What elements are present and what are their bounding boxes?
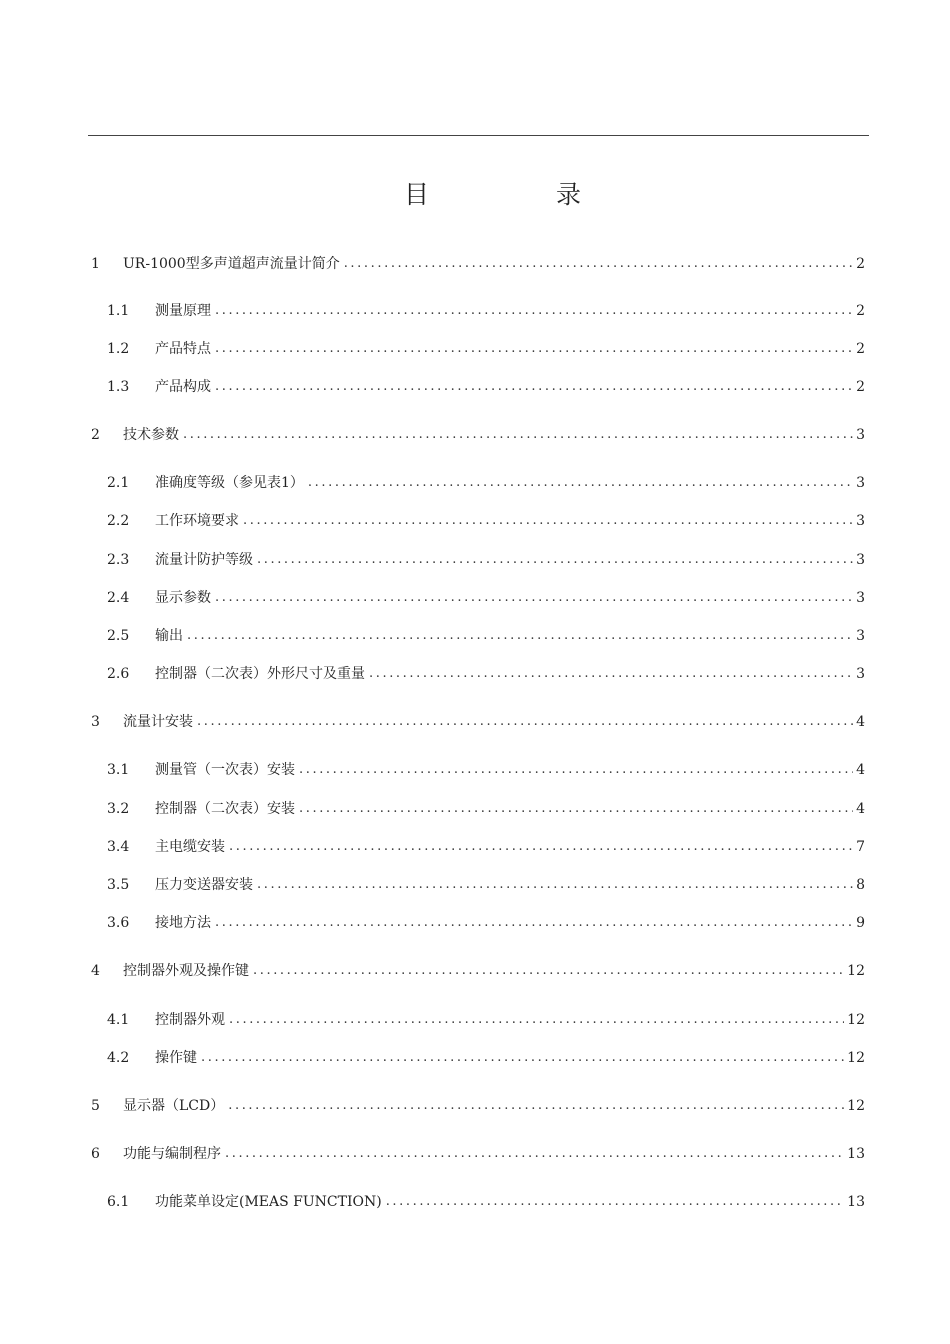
toc-entry-label: 流量计安装 — [123, 714, 193, 730]
toc-entry-label: 产品特点 — [155, 341, 211, 357]
toc-dot-leader — [215, 301, 853, 321]
toc-entry[interactable] — [107, 873, 865, 895]
toc-entry-number: 2.4 — [107, 590, 130, 606]
toc-dot-leader — [215, 913, 853, 933]
toc-entry-number: 3.1 — [107, 762, 130, 778]
toc-entry-label: 接地方法 — [155, 915, 211, 931]
toc-entry-label: 显示参数 — [155, 590, 211, 606]
toc-dot-leader — [228, 1096, 844, 1116]
toc-entry[interactable] — [107, 586, 865, 608]
toc-entry[interactable] — [107, 1008, 865, 1030]
toc-entry-number: 1.3 — [107, 379, 130, 395]
toc-dot-leader — [253, 961, 844, 981]
toc-dot-leader — [229, 837, 853, 857]
toc-entry-label: 功能菜单设定(MEAS FUNCTION) — [155, 1194, 382, 1210]
toc-entry[interactable] — [91, 1142, 865, 1164]
toc-entry-page: 13 — [847, 1146, 865, 1162]
toc-entry-label: 工作环境要求 — [155, 513, 239, 529]
toc-entry[interactable] — [107, 299, 865, 321]
toc-entry-number: 2.2 — [107, 513, 130, 529]
toc-entry-number: 2.5 — [107, 628, 130, 644]
toc-title-char-2: 录 — [556, 180, 582, 209]
toc-entry-number: 1 — [91, 256, 100, 272]
toc-entry-page: 2 — [856, 303, 865, 319]
toc-entry-number: 2.6 — [107, 666, 130, 682]
toc-entry-label: 主电缆安装 — [155, 839, 225, 855]
toc-entry-page: 3 — [856, 590, 865, 606]
toc-entry-page: 3 — [856, 552, 865, 568]
toc-dot-leader — [187, 626, 853, 646]
toc-entry-label: 测量原理 — [155, 303, 211, 319]
toc-entry-number: 1.1 — [107, 303, 130, 319]
toc-entry-number: 4.1 — [107, 1012, 130, 1028]
toc-entry-page: 4 — [856, 714, 865, 730]
toc-entry-page: 3 — [856, 628, 865, 644]
toc-dot-leader — [183, 425, 853, 445]
toc-entry-number: 2.3 — [107, 552, 130, 568]
toc-entry[interactable] — [107, 375, 865, 397]
toc-dot-leader — [299, 760, 853, 780]
toc-entry-number: 3.5 — [107, 877, 130, 893]
toc-entry-label: 压力变送器安装 — [155, 877, 253, 893]
toc-entry-number: 6 — [91, 1146, 100, 1162]
toc-entry[interactable] — [107, 662, 865, 684]
toc-entry-page: 13 — [847, 1194, 865, 1210]
toc-entry-page: 3 — [856, 475, 865, 491]
toc-entry[interactable] — [107, 1046, 865, 1068]
toc-entry-page: 2 — [856, 341, 865, 357]
toc-entry-number: 4.2 — [107, 1050, 130, 1066]
toc-entry-number: 3.2 — [107, 801, 130, 817]
toc-dot-leader — [215, 377, 853, 397]
toc-entry-page: 3 — [856, 427, 865, 443]
toc-entry-label: 输出 — [155, 628, 183, 644]
toc-entry-number: 3.4 — [107, 839, 130, 855]
toc-entry[interactable] — [107, 548, 865, 570]
toc-entry[interactable] — [107, 797, 865, 819]
toc-entry-number: 3 — [91, 714, 100, 730]
toc-dot-leader — [344, 254, 853, 274]
header-rule — [88, 135, 869, 136]
toc-dot-leader — [308, 473, 853, 493]
toc-dot-leader — [197, 712, 853, 732]
toc-entry-page: 2 — [856, 379, 865, 395]
toc-entry-label: 测量管（一次表）安装 — [155, 762, 295, 778]
toc-entry-label: 技术参数 — [123, 427, 179, 443]
toc-dot-leader — [369, 664, 853, 684]
toc-entry-page: 12 — [847, 963, 865, 979]
toc-entry-number: 4 — [91, 963, 100, 979]
toc-entry-label: 准确度等级（参见表1） — [155, 475, 304, 491]
toc-entry-label: 流量计防护等级 — [155, 552, 253, 568]
toc-entry-label: 操作键 — [155, 1050, 197, 1066]
toc-entry[interactable] — [107, 509, 865, 531]
toc-entry-label: 控制器（二次表）外形尺寸及重量 — [155, 666, 365, 682]
toc-entry-label: UR-1000型多声道超声流量计简介 — [123, 256, 340, 272]
toc-dot-leader — [243, 511, 853, 531]
toc-entry-label: 控制器外观 — [155, 1012, 225, 1028]
toc-entry-page: 4 — [856, 801, 865, 817]
toc-entry-page: 3 — [856, 513, 865, 529]
toc-entry-page: 3 — [856, 666, 865, 682]
toc-entry-number: 6.1 — [107, 1194, 130, 1210]
toc-entry-label: 控制器外观及操作键 — [123, 963, 249, 979]
toc-entry-page: 12 — [847, 1012, 865, 1028]
toc-dot-leader — [257, 550, 853, 570]
toc-dot-leader — [215, 588, 853, 608]
toc-dot-leader — [229, 1010, 844, 1030]
toc-entry[interactable] — [91, 959, 865, 981]
toc-dot-leader — [299, 799, 853, 819]
toc-entry-label: 显示器（LCD） — [123, 1098, 225, 1114]
toc-entry-label: 产品构成 — [155, 379, 211, 395]
toc-title-char-1: 目 — [404, 180, 430, 209]
toc-dot-leader — [257, 875, 853, 895]
toc-entry-label: 控制器（二次表）安装 — [155, 801, 295, 817]
toc-entry[interactable] — [91, 423, 865, 445]
toc-entry[interactable] — [107, 835, 865, 857]
toc-dot-leader — [225, 1144, 844, 1164]
toc-entry[interactable] — [107, 1190, 865, 1212]
toc-entry[interactable] — [107, 337, 865, 359]
toc-entry-number: 1.2 — [107, 341, 130, 357]
toc-entry-page: 7 — [856, 839, 865, 855]
toc-entry[interactable] — [91, 252, 865, 274]
toc-dot-leader — [215, 339, 853, 359]
toc-entry-page: 4 — [856, 762, 865, 778]
toc-entry-page: 9 — [856, 915, 865, 931]
toc-entry-number: 3.6 — [107, 915, 130, 931]
toc-entry[interactable] — [91, 710, 865, 732]
toc-dot-leader — [386, 1192, 844, 1212]
toc-entry[interactable] — [107, 911, 865, 933]
toc-entry-page: 2 — [856, 256, 865, 272]
toc-entry-number: 2 — [91, 427, 100, 443]
toc-entry[interactable] — [107, 624, 865, 646]
toc-entry-page: 8 — [856, 877, 865, 893]
toc-entry-label: 功能与编制程序 — [123, 1146, 221, 1162]
toc-entry-number: 2.1 — [107, 475, 130, 491]
toc-entry[interactable] — [91, 1094, 865, 1116]
toc-entry[interactable] — [107, 471, 865, 493]
toc-entry-number: 5 — [91, 1098, 100, 1114]
toc-entry-page: 12 — [847, 1050, 865, 1066]
toc-dot-leader — [201, 1048, 844, 1068]
toc-entry[interactable] — [107, 758, 865, 780]
toc-entry-page: 12 — [847, 1098, 865, 1114]
